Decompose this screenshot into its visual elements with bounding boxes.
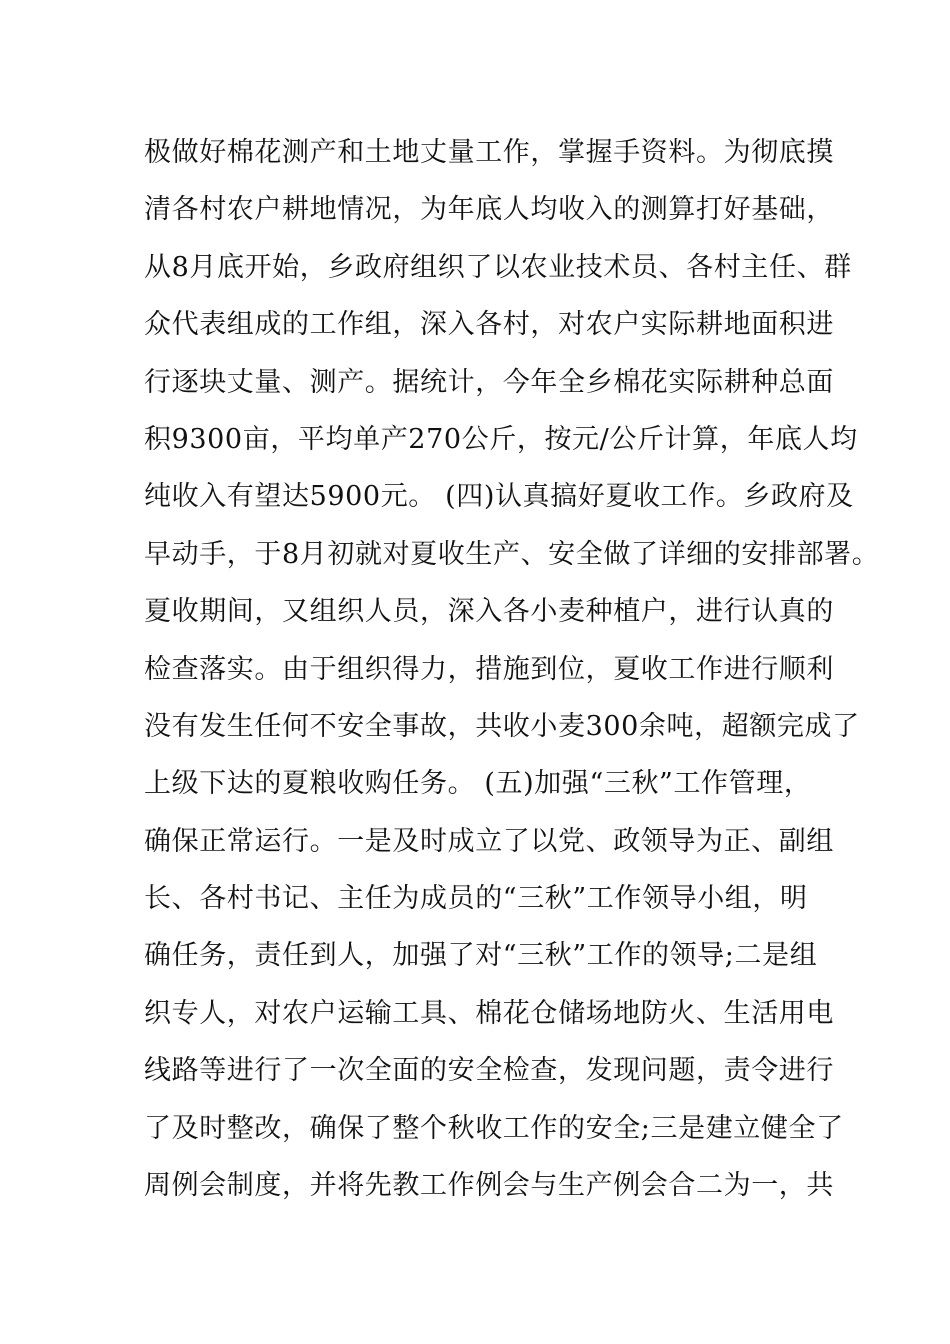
text-line: 上级下达的夏粮收购任务。 (五)加强“三秋”工作管理， bbox=[144, 768, 812, 800]
text-line: 众代表组成的工作组，深入各村，对农户实际耕地面积进 bbox=[144, 309, 834, 341]
text-line: 确保正常运行。一是及时成立了以党、政领导为正、副组 bbox=[144, 825, 834, 857]
document-body bbox=[144, 124, 880, 1214]
text-line: 织专人，对农户运输工具、棉花仓储场地防火、生活用电 bbox=[144, 997, 834, 1029]
text-line: 周例会制度，并将先教工作例会与生产例会合二为一，共 bbox=[144, 1170, 834, 1202]
text-line: 线路等进行了一次全面的安全检查，发现问题，责令进行 bbox=[144, 1055, 834, 1087]
text-line: 从8月底开始，乡政府组织了以农业技术员、各村主任、群 bbox=[144, 251, 852, 283]
text-line: 纯收入有望达5900元。 (四)认真搞好夏收工作。乡政府及 bbox=[144, 481, 854, 513]
text-line: 检查落实。由于组织得力，措施到位，夏收工作进行顺利 bbox=[144, 653, 834, 685]
text-line: 长、各村书记、主任为成员的“三秋”工作领导小组，明 bbox=[144, 883, 808, 915]
page-footer-mark bbox=[143, 1318, 153, 1320]
text-line: 确任务，责任到人，加强了对“三秋”工作的领导;二是组 bbox=[144, 940, 818, 972]
text-line: 夏收期间，又组织人员，深入各小麦种植户，进行认真的 bbox=[144, 596, 834, 628]
text-line: 早动手，于8月初就对夏收生产、安全做了详细的安排部署。 bbox=[144, 538, 880, 570]
text-line: 没有发生任何不安全事故，共收小麦300余吨，超额完成了 bbox=[144, 710, 860, 742]
text-line: 了及时整改，确保了整个秋收工作的安全;三是建立健全了 bbox=[144, 1112, 844, 1144]
text-line: 积9300亩，平均单产270公斤，按元/公斤计算，年底人均 bbox=[144, 423, 858, 455]
text-line: 行逐块丈量、测产。据统计，今年全乡棉花实际耕种总面 bbox=[144, 366, 834, 398]
text-line: 极做好棉花测产和土地丈量工作，掌握手资料。为彻底摸 bbox=[144, 137, 834, 168]
text-line: 清各村农户耕地情况，为年底人均收入的测算打好基础， bbox=[144, 194, 834, 226]
